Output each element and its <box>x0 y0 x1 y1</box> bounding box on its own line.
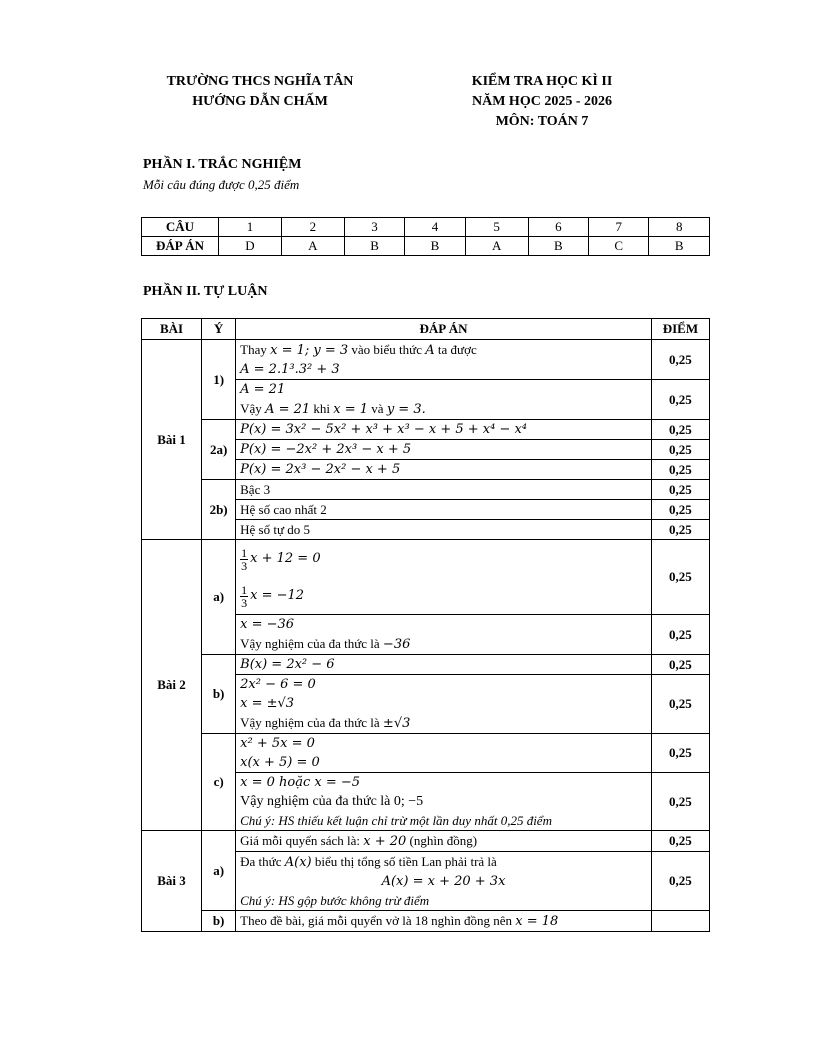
y-2b: 2b) <box>202 480 236 540</box>
essay-header-row <box>142 319 710 340</box>
mcq-a-8: B <box>649 237 710 256</box>
exam-title: KIỂM TRA HỌC KÌ II <box>471 74 613 89</box>
mcq-q-4: 4 <box>405 218 465 237</box>
subject: MÔN: TOÁN 7 <box>495 114 589 129</box>
answer-cell: A = 21 Vậy A = 21 khi x = 1 và y = 3. <box>236 380 652 420</box>
school-year: NĂM HỌC 2025 - 2026 <box>472 94 612 109</box>
score-cell: 0,25 <box>651 831 709 852</box>
mcq-q-label: CÂU <box>142 218 219 237</box>
answer-cell: $\frac{1}{3}$ x + 12 = 0 $\frac{1}{3}$ x = −12 <box>236 540 652 615</box>
mcq-q-5: 5 <box>465 218 528 237</box>
mcq-q-3: 3 <box>344 218 404 237</box>
score-cell-empty <box>651 911 709 932</box>
y-a: a) <box>202 540 236 655</box>
score-cell: 0,25 <box>651 500 709 520</box>
col-y: Ý <box>202 319 236 340</box>
answer-cell: B(x) = 2x² − 6 <box>236 655 652 675</box>
mcq-a-7: C <box>589 237 649 256</box>
score-cell: 0,25 <box>651 460 709 480</box>
answer-cell: Theo đề bài, giá mỗi quyển vở là 18 nghìn đồng nên x = 18 <box>236 911 652 932</box>
score-cell: 0,25 <box>651 420 709 440</box>
answer-cell: Thay x = 1; y = 3 vào biểu thức A ta được A = 2.1³.3² + 3 <box>236 340 652 380</box>
part1-note: Mỗi câu đúng được 0,25 điểm <box>143 177 300 192</box>
score-cell: 0,25 <box>651 480 709 500</box>
part2-title: PHẦN II. TỰ LUẬN <box>143 284 268 299</box>
score-cell: 0,25 <box>651 773 709 831</box>
answer-cell: x = 0 hoặc x = −5 Vậy nghiệm của đa thức là 0; −5 Chú ý: HS thiếu kết luận chỉ trừ một lần duy nhất 0,25 điểm <box>236 773 652 831</box>
mcq-a-5: A <box>465 237 528 256</box>
mcq-a-6: B <box>528 237 588 256</box>
table-row <box>142 911 710 932</box>
mcq-q-2: 2 <box>281 218 344 237</box>
col-dapan: ĐÁP ÁN <box>236 319 652 340</box>
answer-cell: P(x) = 3x² − 5x² + x³ + x³ − x + 5 + x⁴ − x⁴ <box>236 420 652 440</box>
answer-cell: x = −36 Vậy nghiệm của đa thức là −36 <box>236 615 652 655</box>
y-2a: 2a) <box>202 420 236 480</box>
mcq-answer-row <box>142 237 710 256</box>
part1-title: PHẦN I. TRẮC NGHIỆM <box>143 157 302 172</box>
score-cell: 0,25 <box>651 615 709 655</box>
mcq-q-6: 6 <box>528 218 588 237</box>
score-cell: 0,25 <box>651 340 709 380</box>
table-row <box>142 831 710 852</box>
answer-cell: Bậc 3 <box>236 480 652 500</box>
table-row <box>142 655 710 675</box>
mcq-answer-table <box>141 217 710 256</box>
score-cell: 0,25 <box>651 540 709 615</box>
table-row <box>142 480 710 500</box>
essay-answer-table <box>141 318 710 932</box>
table-row <box>142 540 710 615</box>
header-left <box>140 72 380 112</box>
answer-cell: Hệ số cao nhất 2 <box>236 500 652 520</box>
y-1: 1) <box>202 340 236 420</box>
doc-type: HƯỚNG DẪN CHẤM <box>192 94 328 109</box>
score-cell: 0,25 <box>651 440 709 460</box>
y-c: c) <box>202 734 236 831</box>
bai2-label: Bài 2 <box>142 540 202 831</box>
answer-cell: Hệ số tự do 5 <box>236 520 652 540</box>
mcq-question-row <box>142 218 710 237</box>
score-cell: 0,25 <box>651 734 709 773</box>
school-name: TRƯỜNG THCS NGHĨA TÂN <box>166 74 354 89</box>
mcq-a-1: D <box>219 237 282 256</box>
y-3a: a) <box>202 831 236 911</box>
mcq-a-2: A <box>281 237 344 256</box>
table-row <box>142 340 710 380</box>
answer-cell: Đa thức A(x) biểu thị tổng số tiền Lan phải trả là A(x) = x + 20 + 3x Chú ý: HS gộp bước không trừ điểm <box>236 852 652 911</box>
score-cell: 0,25 <box>651 520 709 540</box>
mcq-q-7: 7 <box>589 218 649 237</box>
answer-cell: P(x) = −2x² + 2x³ − x + 5 <box>236 440 652 460</box>
answer-cell: x² + 5x = 0 x(x + 5) = 0 <box>236 734 652 773</box>
table-row <box>142 734 710 773</box>
col-diem: ĐIỂM <box>651 319 709 340</box>
answer-cell: 2x² − 6 = 0 x = ±√3 Vậy nghiệm của đa thức là ±√3 <box>236 675 652 734</box>
score-cell: 0,25 <box>651 655 709 675</box>
bai3-label: Bài 3 <box>142 831 202 932</box>
answer-cell: Giá mỗi quyển sách là: x + 20 (nghìn đồng) <box>236 831 652 852</box>
mcq-a-label: ĐÁP ÁN <box>142 237 219 256</box>
header-right <box>432 72 652 132</box>
score-cell: 0,25 <box>651 675 709 734</box>
y-b: b) <box>202 655 236 734</box>
mcq-a-4: B <box>405 237 465 256</box>
mcq-q-1: 1 <box>219 218 282 237</box>
table-row <box>142 420 710 440</box>
bai1-label: Bài 1 <box>142 340 202 540</box>
mcq-a-3: B <box>344 237 404 256</box>
mcq-q-8: 8 <box>649 218 710 237</box>
score-cell: 0,25 <box>651 380 709 420</box>
answer-cell: P(x) = 2x³ − 2x² − x + 5 <box>236 460 652 480</box>
y-3b: b) <box>202 911 236 932</box>
col-bai: BÀI <box>142 319 202 340</box>
score-cell: 0,25 <box>651 852 709 911</box>
